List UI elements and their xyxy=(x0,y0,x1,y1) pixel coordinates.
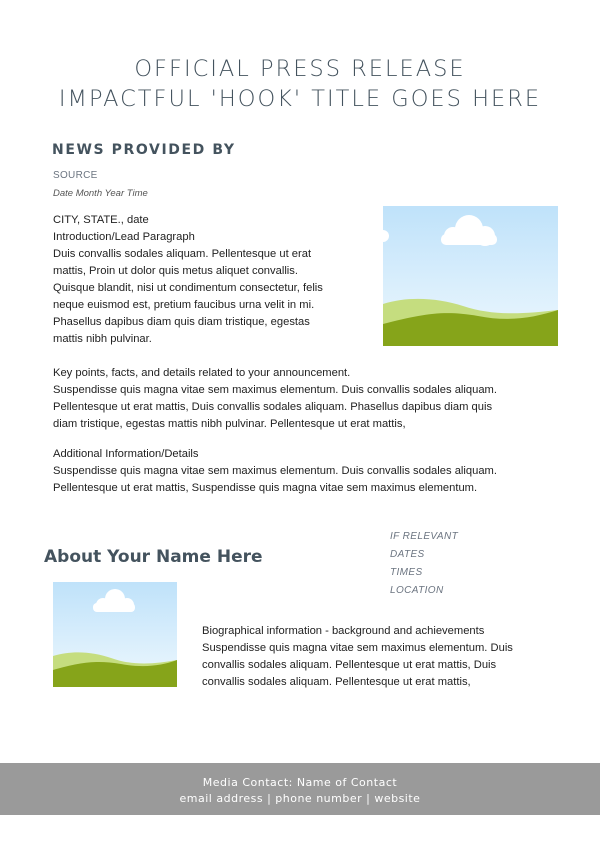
about-landscape-image xyxy=(53,582,177,687)
bio-line: Suspendisse quis magna vitae sem maximus elementum. Duis xyxy=(202,642,513,654)
key-points-line: diam tristique, egestas mattis nibh pulvinar. Pellentesque ut erat mattis, xyxy=(53,418,406,430)
source-label: SOURCE xyxy=(53,170,98,181)
event-times: TIMES xyxy=(390,567,423,578)
key-points-section xyxy=(53,365,553,433)
intro-section xyxy=(53,212,368,348)
additional-info-label: Additional Information/Details xyxy=(53,448,199,460)
lead-paragraph-label: Introduction/Lead Paragraph xyxy=(53,231,195,243)
main-landscape-image xyxy=(383,206,558,346)
event-details-list xyxy=(390,531,458,603)
bio-line: convallis sodales aliquam. Pellentesque ut erat mattis, xyxy=(202,676,471,688)
biography-section xyxy=(202,623,572,691)
news-provided-heading: NEWS PROVIDED BY xyxy=(52,142,236,158)
intro-line: mattis, Proin ut dolor quis metus aliquet convallis. xyxy=(53,265,298,277)
title-line-2: IMPACTFUL 'HOOK' TITLE GOES HERE xyxy=(58,86,542,112)
intro-line: Quisque blandit, nisi ut condimentum consectetur, felis xyxy=(53,282,323,294)
intro-line: mattis nibh pulvinar. xyxy=(53,333,152,345)
event-dates: DATES xyxy=(390,549,425,560)
release-date: Date Month Year Time xyxy=(53,188,148,199)
intro-line: Duis convallis sodales aliquam. Pellentesque ut erat xyxy=(53,248,312,260)
additional-info-line: Pellentesque ut erat mattis, Suspendisse quis magna vitae sem maximus elementum. xyxy=(53,482,478,494)
key-points-line: Suspendisse quis magna vitae sem maximus elementum. Duis convallis sodales aliquam. xyxy=(53,384,497,396)
dateline: CITY, STATE., date xyxy=(53,214,149,226)
media-contact-details: email address | phone number | website xyxy=(179,792,421,805)
event-location: LOCATION xyxy=(390,585,444,596)
key-points-line: Pellentesque ut erat mattis, Duis convallis sodales aliquam. Phasellus dapibus diam quis xyxy=(53,401,493,413)
press-release-title xyxy=(0,54,600,114)
key-points-label: Key points, facts, and details related to your announcement. xyxy=(53,367,351,379)
about-heading: About Your Name Here xyxy=(44,547,263,567)
bio-line: convallis sodales aliquam. Pellentesque ut erat mattis, Duis xyxy=(202,659,497,671)
intro-line: neque euismod est, pretium faucibus urna velit in mi. xyxy=(53,299,315,311)
title-line-1: OFFICIAL PRESS RELEASE xyxy=(134,56,466,82)
event-relevance: IF RELEVANT xyxy=(390,531,459,542)
additional-info-section xyxy=(53,446,553,497)
additional-info-line: Suspendisse quis magna vitae sem maximus elementum. Duis convallis sodales aliquam. xyxy=(53,465,497,477)
intro-line: Phasellus dapibus diam quis diam tristique, egestas xyxy=(53,316,310,328)
media-contact-name: Media Contact: Name of Contact xyxy=(202,776,398,789)
media-contact-footer xyxy=(0,763,600,815)
bio-label: Biographical information - background and achievements xyxy=(202,625,485,637)
